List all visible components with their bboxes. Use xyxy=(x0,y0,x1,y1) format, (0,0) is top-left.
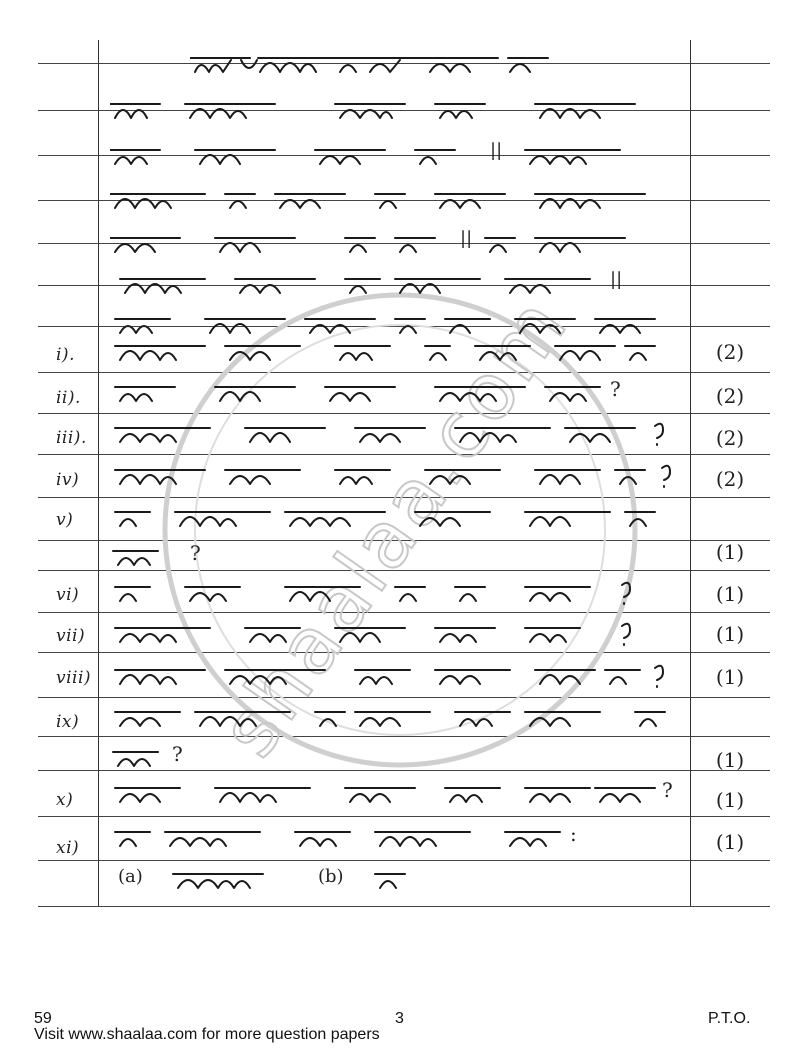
right-margin-line xyxy=(690,40,691,906)
question-number: ix) xyxy=(56,712,80,732)
question-number: vii) xyxy=(56,626,86,646)
question-text xyxy=(110,414,680,450)
question-text xyxy=(110,656,680,692)
passage-separator: || xyxy=(490,140,503,161)
passage-line-6 xyxy=(110,265,680,301)
marks-label: (1) xyxy=(715,788,745,812)
question-number: i). xyxy=(56,345,75,365)
question-text xyxy=(110,573,680,609)
passage-line-1 xyxy=(190,44,650,80)
passage-separator: || xyxy=(610,269,623,290)
question-text xyxy=(110,614,680,650)
question-mark: ? xyxy=(190,541,201,565)
option-b-label: (b) xyxy=(318,866,344,887)
colon: : xyxy=(570,822,577,846)
question-number: vi) xyxy=(56,585,80,605)
visit-link[interactable]: Visit www.shaalaa.com for more question papers xyxy=(34,1026,380,1043)
ruled-line xyxy=(38,612,770,613)
question-number: iv) xyxy=(56,470,80,490)
question-number: xi) xyxy=(56,838,80,858)
watermark-text: shaalaa.com xyxy=(203,280,587,773)
marks-label: (2) xyxy=(715,384,745,408)
ruled-line xyxy=(38,906,770,907)
question-text xyxy=(110,774,680,810)
ruled-line xyxy=(38,736,770,737)
question-number: iii). xyxy=(56,428,87,448)
question-number: x) xyxy=(56,790,74,810)
question-text-continued xyxy=(110,738,230,774)
passage-line-3 xyxy=(110,136,680,172)
marks-label: (2) xyxy=(715,340,745,364)
option-b-text xyxy=(372,860,422,896)
question-mark: ? xyxy=(172,742,183,766)
pto-label: P.T.O. xyxy=(708,1010,751,1027)
marks-label: (1) xyxy=(715,622,745,646)
ruled-line xyxy=(38,816,770,817)
question-text xyxy=(110,332,680,368)
option-a-text xyxy=(170,860,290,896)
option-a-label: (a) xyxy=(118,866,143,887)
marks-label: (2) xyxy=(715,426,745,450)
passage-line-4 xyxy=(110,180,680,216)
page-code: 59 xyxy=(34,1010,52,1027)
passage-separator: || xyxy=(460,228,473,249)
page-number: 3 xyxy=(395,1010,404,1027)
marks-label: (1) xyxy=(715,665,745,689)
passage-line-2 xyxy=(110,90,680,126)
question-text xyxy=(110,498,680,534)
question-number: ii). xyxy=(56,388,81,408)
marks-label: (1) xyxy=(715,830,745,854)
question-text xyxy=(110,456,680,492)
question-text-continued xyxy=(110,537,230,573)
question-mark: ? xyxy=(662,778,673,802)
question-mark: ? xyxy=(610,377,621,401)
left-margin-line xyxy=(98,40,99,906)
ruled-line xyxy=(38,652,770,653)
marks-label: (1) xyxy=(715,582,745,606)
marks-label: (1) xyxy=(715,540,745,564)
marks-label: (1) xyxy=(715,748,745,772)
question-number: viii) xyxy=(56,668,92,688)
ruled-line xyxy=(38,454,770,455)
question-text xyxy=(110,373,680,409)
question-text xyxy=(110,818,680,854)
question-text xyxy=(110,698,680,734)
passage-line-5 xyxy=(110,224,680,260)
question-number: v) xyxy=(56,510,74,530)
marks-label: (2) xyxy=(715,467,745,491)
